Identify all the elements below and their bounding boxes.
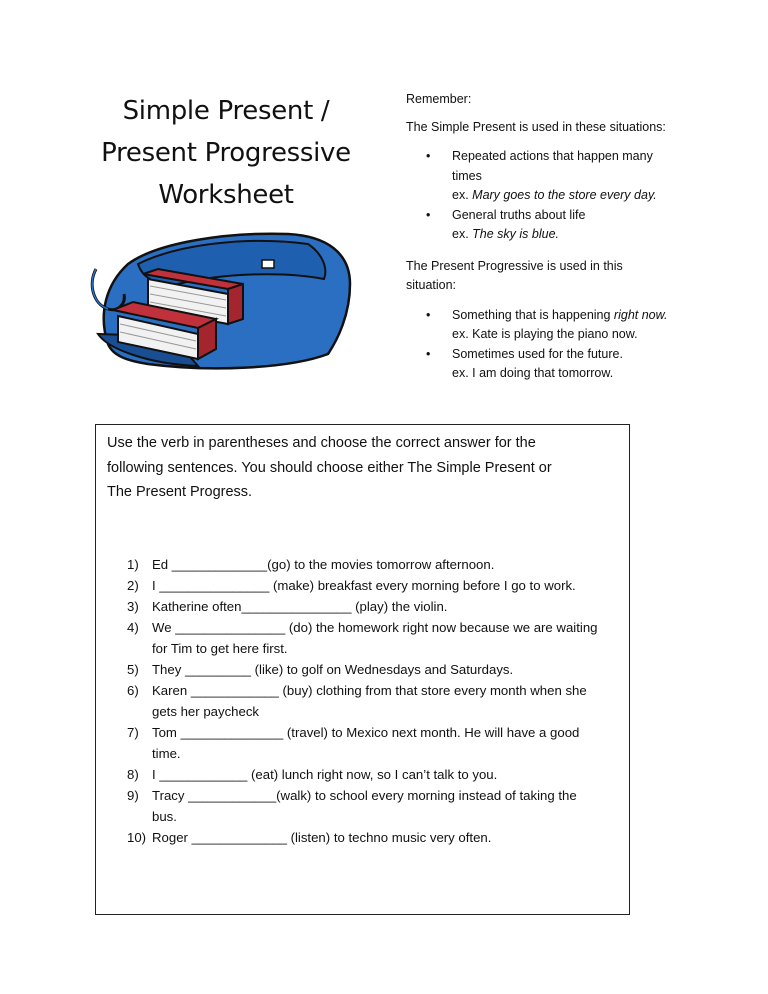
question-text	[152, 554, 622, 575]
title-line-1: Simple Present /	[122, 96, 330, 126]
backpack-icon	[88, 224, 356, 374]
question-number: 8)	[127, 767, 139, 782]
question-number: 7)	[127, 725, 139, 740]
question-text	[152, 764, 622, 785]
question-item	[127, 659, 622, 680]
example-prefix: ex.	[452, 188, 473, 202]
bullet-icon: •	[426, 307, 431, 322]
bullet-icon: •	[426, 149, 431, 163]
question-list	[127, 554, 622, 848]
question-number: 10)	[127, 830, 147, 845]
question-line: Katherine often_______________ (play) the violin.	[152, 599, 448, 614]
list-item	[406, 345, 746, 384]
bullet-icon: •	[426, 207, 431, 222]
bullet-text	[452, 306, 746, 326]
question-item	[127, 722, 622, 764]
present-progressive-list	[406, 306, 746, 384]
question-item	[127, 785, 622, 827]
question-line: time.	[152, 746, 181, 761]
question-line: Tracy ____________(walk) to school every morning instead of taking the	[152, 788, 577, 803]
question-number: 1)	[127, 557, 139, 572]
question-text	[152, 596, 622, 617]
question-line: They _________ (like) to golf on Wednesdays and Saturdays.	[152, 662, 514, 677]
simple-present-list	[406, 147, 746, 245]
simple-present-label-rest: is used in these situations:	[515, 119, 666, 134]
question-text	[152, 659, 622, 680]
example-text: Mary goes to the store every day.	[472, 188, 657, 202]
question-line: I ____________ (eat) lunch right now, so I can’t talk to you.	[152, 767, 498, 782]
example-text: The sky is blue.	[472, 227, 559, 241]
list-item	[406, 147, 746, 206]
question-item	[127, 554, 622, 575]
question-item	[127, 827, 622, 848]
question-text	[152, 575, 622, 596]
bullet-text-main: Something that is happening	[452, 307, 614, 322]
question-number: 3)	[127, 599, 139, 614]
question-line: bus.	[152, 809, 177, 824]
question-line: Tom ______________ (travel) to Mexico next month. He will have a good	[152, 725, 580, 740]
remember-section	[406, 90, 746, 396]
example	[452, 186, 746, 206]
instructions	[107, 431, 617, 505]
instructions-line-3: The Present Progress.	[107, 484, 253, 500]
bullet-text-italic: right now.	[613, 307, 668, 322]
question-number: 4)	[127, 620, 139, 635]
present-progressive-label	[406, 257, 746, 277]
remember-heading: Remember:	[406, 92, 472, 106]
question-text	[152, 785, 622, 827]
question-number: 6)	[127, 683, 139, 698]
instructions-line-1: Use the verb in parentheses and choose the correct answer for the	[107, 435, 536, 451]
bullet-text-cont: times	[452, 168, 482, 183]
bullet-text: General truths about life	[452, 207, 586, 222]
question-line: for Tim to get here first.	[152, 641, 288, 656]
present-progressive-label-bold: The Present Progressive	[406, 258, 544, 273]
list-item	[406, 206, 746, 245]
instructions-line-2: following sentences. You should choose either The Simple Present or	[107, 459, 552, 476]
question-line: gets her paycheck	[152, 704, 260, 719]
question-item	[127, 596, 622, 617]
question-line: Roger _____________ (listen) to techno music very often.	[152, 830, 492, 845]
worksheet-title	[92, 90, 360, 216]
list-item	[406, 306, 746, 345]
title-line-3: Worksheet	[158, 180, 294, 210]
bullet-text: Repeated actions that happen many	[452, 149, 653, 163]
question-line: Karen ____________ (buy) clothing from that store every month when she	[152, 683, 587, 698]
example	[452, 225, 746, 245]
question-number: 5)	[127, 662, 139, 677]
example-prefix: ex.	[452, 227, 473, 241]
question-text	[152, 680, 622, 722]
question-number: 9)	[127, 788, 139, 803]
question-line: Ed _____________(go) to the movies tomorrow afternoon.	[152, 557, 495, 572]
present-progressive-label-line2: situation:	[406, 278, 457, 292]
question-number: 2)	[127, 578, 139, 593]
question-text	[152, 827, 622, 848]
present-progressive-label-rest: is used in this	[543, 258, 623, 273]
question-line: I _______________ (make) breakfast every morning before I go to work.	[152, 578, 576, 593]
bullet-icon: •	[426, 346, 431, 361]
question-item	[127, 680, 622, 722]
example: ex. Kate is playing the piano now.	[452, 327, 638, 341]
simple-present-label-bold: The Simple Present	[406, 119, 516, 134]
question-item	[127, 764, 622, 785]
question-line: We _______________ (do) the homework right now because we are waiting	[152, 620, 598, 635]
example: ex. I am doing that tomorrow.	[452, 366, 614, 380]
bullet-text: Sometimes used for the future.	[452, 346, 623, 361]
exercise-box	[95, 424, 630, 915]
title-line-2: Present Progressive	[101, 138, 351, 168]
simple-present-label	[406, 118, 746, 138]
question-text	[152, 617, 622, 659]
question-item	[127, 575, 622, 596]
question-text	[152, 722, 622, 764]
question-item	[127, 617, 622, 659]
